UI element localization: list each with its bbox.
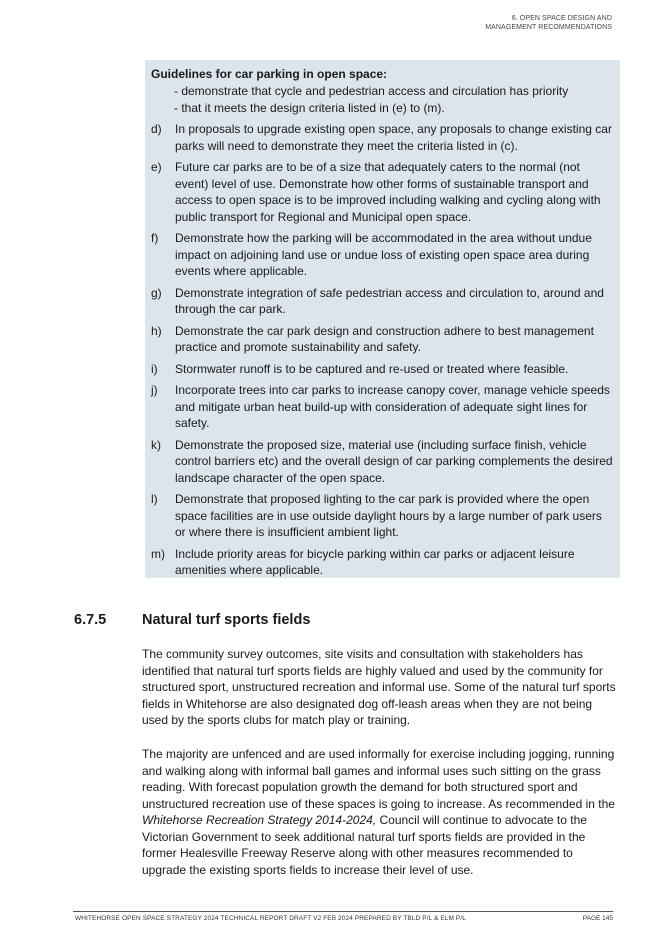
guideline-item-l [151,491,614,541]
item-text: In proposals to upgrade existing open space, any proposals to change existing car parks will need to demonstrate they meet the criteria listed in (c). [175,122,612,153]
guideline-item-d [151,121,614,154]
item-letter: d) [151,122,162,136]
guideline-item-e [151,159,614,225]
running-header-line-2: MANAGEMENT RECOMMENDATIONS [485,23,612,31]
section-heading [74,611,574,629]
guideline-item-k [151,437,614,487]
footer-text: WHITEHORSE OPEN SPACE STRATEGY 2024 TECHNICAL REPORT DRAFT V2 FEB 2024 PREPARED BY TBLD P/L & ELM P/L [75,915,466,922]
item-letter: j) [151,383,158,397]
item-text: Demonstrate the car park design and construction adhere to best management practice and promote sustainability and safety. [175,323,594,354]
item-letter: l) [151,492,158,506]
item-text: Demonstrate how the parking will be accommodated in the area without undue impact on adjoining land use or undue loss of existing open space area during events where applicable. [175,231,592,278]
item-letter: k) [151,437,161,452]
body-paragraph-2 [142,746,620,878]
page-number: PAGE 145 [582,915,613,922]
item-letter: m) [151,546,165,561]
item-text: Future car parks are to be of a size that adequately caters to the normal (not event) level of use. Demonstrate how other forms of sustainable transport and access to open space is to be improved including walking and cycling along with public transport for Regional and Municipal open space. [175,160,601,224]
paragraph-text: Council will continue to advocate to the Victorian Government to seek additional natural turf sports fields are provided in the former Healesville Freeway Reserve along with other measures recommended to upgrade the existing sports fields to increase their level of use. [142,813,587,877]
paragraph-text: The majority are unfenced and are used informally for exercise including jogging, running and walking along with informal ball games and informal uses such sitting on the grass reading. With forecast population growth the demand for both structured sport and unstructured recreation use of these spaces is going to increase. As recommended in the [142,747,615,811]
item-text: Demonstrate the proposed size, material use (including surface finish, vehicle control barriers etc) and the overall design of car parking complements the desired landscape character of the open space. [175,437,613,485]
item-letter: h) [151,323,162,338]
item-text: Incorporate trees into car parks to increase canopy cover, manage vehicle speeds and mitigate urban heat build-up with consideration of adequate sight lines for safety. [175,383,610,430]
item-text: Stormwater runoff is to be captured and re-used or treated where feasible. [175,361,569,376]
item-letter: f) [151,231,159,245]
section-title: Natural turf sports fields [142,612,311,628]
guideline-bullet: - that it meets the design criteria listed in (e) to (m). [174,100,445,115]
footer-divider [73,911,613,912]
item-text: Demonstrate that proposed lighting to the car park is provided where the open space facilities are in use outside daylight hours by a large number of park users or where there is insufficient ambient light. [175,492,602,539]
guideline-item-h [151,323,614,356]
item-letter: i) [151,361,158,376]
guideline-item-f [151,230,614,280]
item-text: Demonstrate integration of safe pedestrian access and circulation to, around and through the car park. [175,285,604,316]
item-text: Include priority areas for bicycle parking within car parks or adjacent leisure amenities where applicable. [175,546,575,577]
running-header-line-1: 6. OPEN SPACE DESIGN AND [511,15,612,22]
guideline-item-m [151,546,614,579]
guidelines-title: Guidelines for car parking in open space: [151,67,388,81]
guidelines-box [145,60,620,578]
strategy-title-italic: Whitehorse Recreation Strategy 2014-2024, [142,813,377,827]
running-header [485,15,612,32]
body-paragraph-1: The community survey outcomes, site visits and consultation with stakeholders has identified that natural turf sports fields are highly valued and used by the community for structured sport, unstructured recreation and informal use. Some of the natural turf sports fields in Whitehorse are also designated dog off-leash areas when they are not being used by the sports clubs for match play or training. [142,647,616,727]
guideline-item-i [151,361,614,378]
item-letter: g) [151,285,162,300]
item-letter: e) [151,160,162,174]
guideline-item-g [151,285,614,318]
guideline-item-j [151,382,614,432]
guideline-bullet: - demonstrate that cycle and pedestrian access and circulation has priority [174,84,569,98]
section-number: 6.7.5 [74,612,107,628]
